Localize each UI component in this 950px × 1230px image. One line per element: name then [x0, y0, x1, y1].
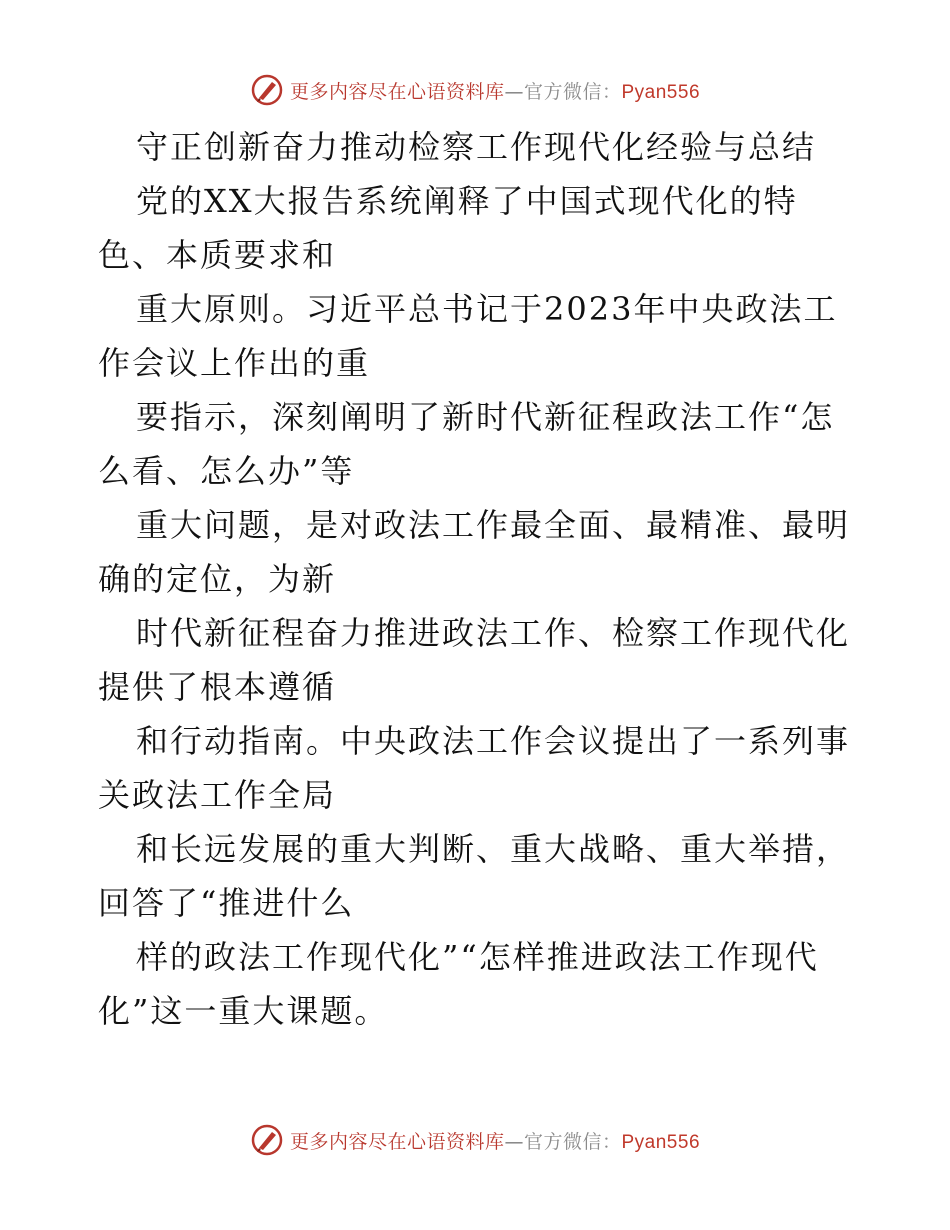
- paragraph-line: 样的政法工作现代化”“怎样推进政法工作现代: [136, 938, 819, 976]
- paragraph-line: 回答了“推进什么: [98, 884, 355, 922]
- paragraph-line: 么看、怎么办”等: [98, 452, 355, 490]
- document-lines: [98, 174, 858, 1038]
- document-body: [98, 120, 858, 1038]
- banner-slogan: 更多内容尽在心语资料库: [289, 80, 505, 103]
- paragraph-line: 重大原则。习近平总书记于2023年中央政法工: [136, 290, 838, 328]
- header-banner: [0, 70, 950, 110]
- banner-wechat-id: Pyan556: [621, 1131, 701, 1153]
- banner-text: [290, 77, 700, 104]
- paragraph-line: 关政法工作全局: [98, 776, 337, 814]
- banner-text: [290, 1127, 700, 1154]
- paragraph-line: 色、本质要求和: [98, 236, 337, 274]
- paragraph-line: 和长远发展的重大判断、重大战略、重大举措，: [136, 830, 851, 868]
- document-title: 守正创新奋力推动检察工作现代化经验与总结: [136, 128, 817, 166]
- banner-separator: —: [504, 80, 524, 103]
- banner-separator: —: [504, 1130, 524, 1153]
- paragraph-line: 要指示，深刻阐明了新时代新征程政法工作“怎: [136, 398, 835, 436]
- banner-wechat-label: 官方微信：: [523, 1130, 622, 1153]
- banner-wechat-id: Pyan556: [621, 81, 701, 103]
- quill-pen-circle-icon: [250, 1123, 284, 1157]
- quill-pen-circle-icon: [250, 73, 284, 107]
- paragraph-line: 重大问题，是对政法工作最全面、最精准、最明: [136, 506, 851, 544]
- paragraph-line: 化”这一重大课题。: [98, 992, 389, 1030]
- banner-wechat-label: 官方微信：: [523, 80, 622, 103]
- paragraph-line: 时代新征程奋力推进政法工作、检察工作现代化: [136, 614, 851, 652]
- footer-banner: [0, 1120, 950, 1160]
- banner-slogan: 更多内容尽在心语资料库: [289, 1130, 505, 1153]
- paragraph-line: 和行动指南。中央政法工作会议提出了一系列事: [136, 722, 851, 760]
- paragraph-line: 提供了根本遵循: [98, 668, 337, 706]
- paragraph-line: 作会议上作出的重: [98, 344, 371, 382]
- paragraph-line: 确的定位，为新: [98, 560, 337, 598]
- paragraph-line: 党的XX大报告系统阐释了中国式现代化的特: [136, 182, 798, 220]
